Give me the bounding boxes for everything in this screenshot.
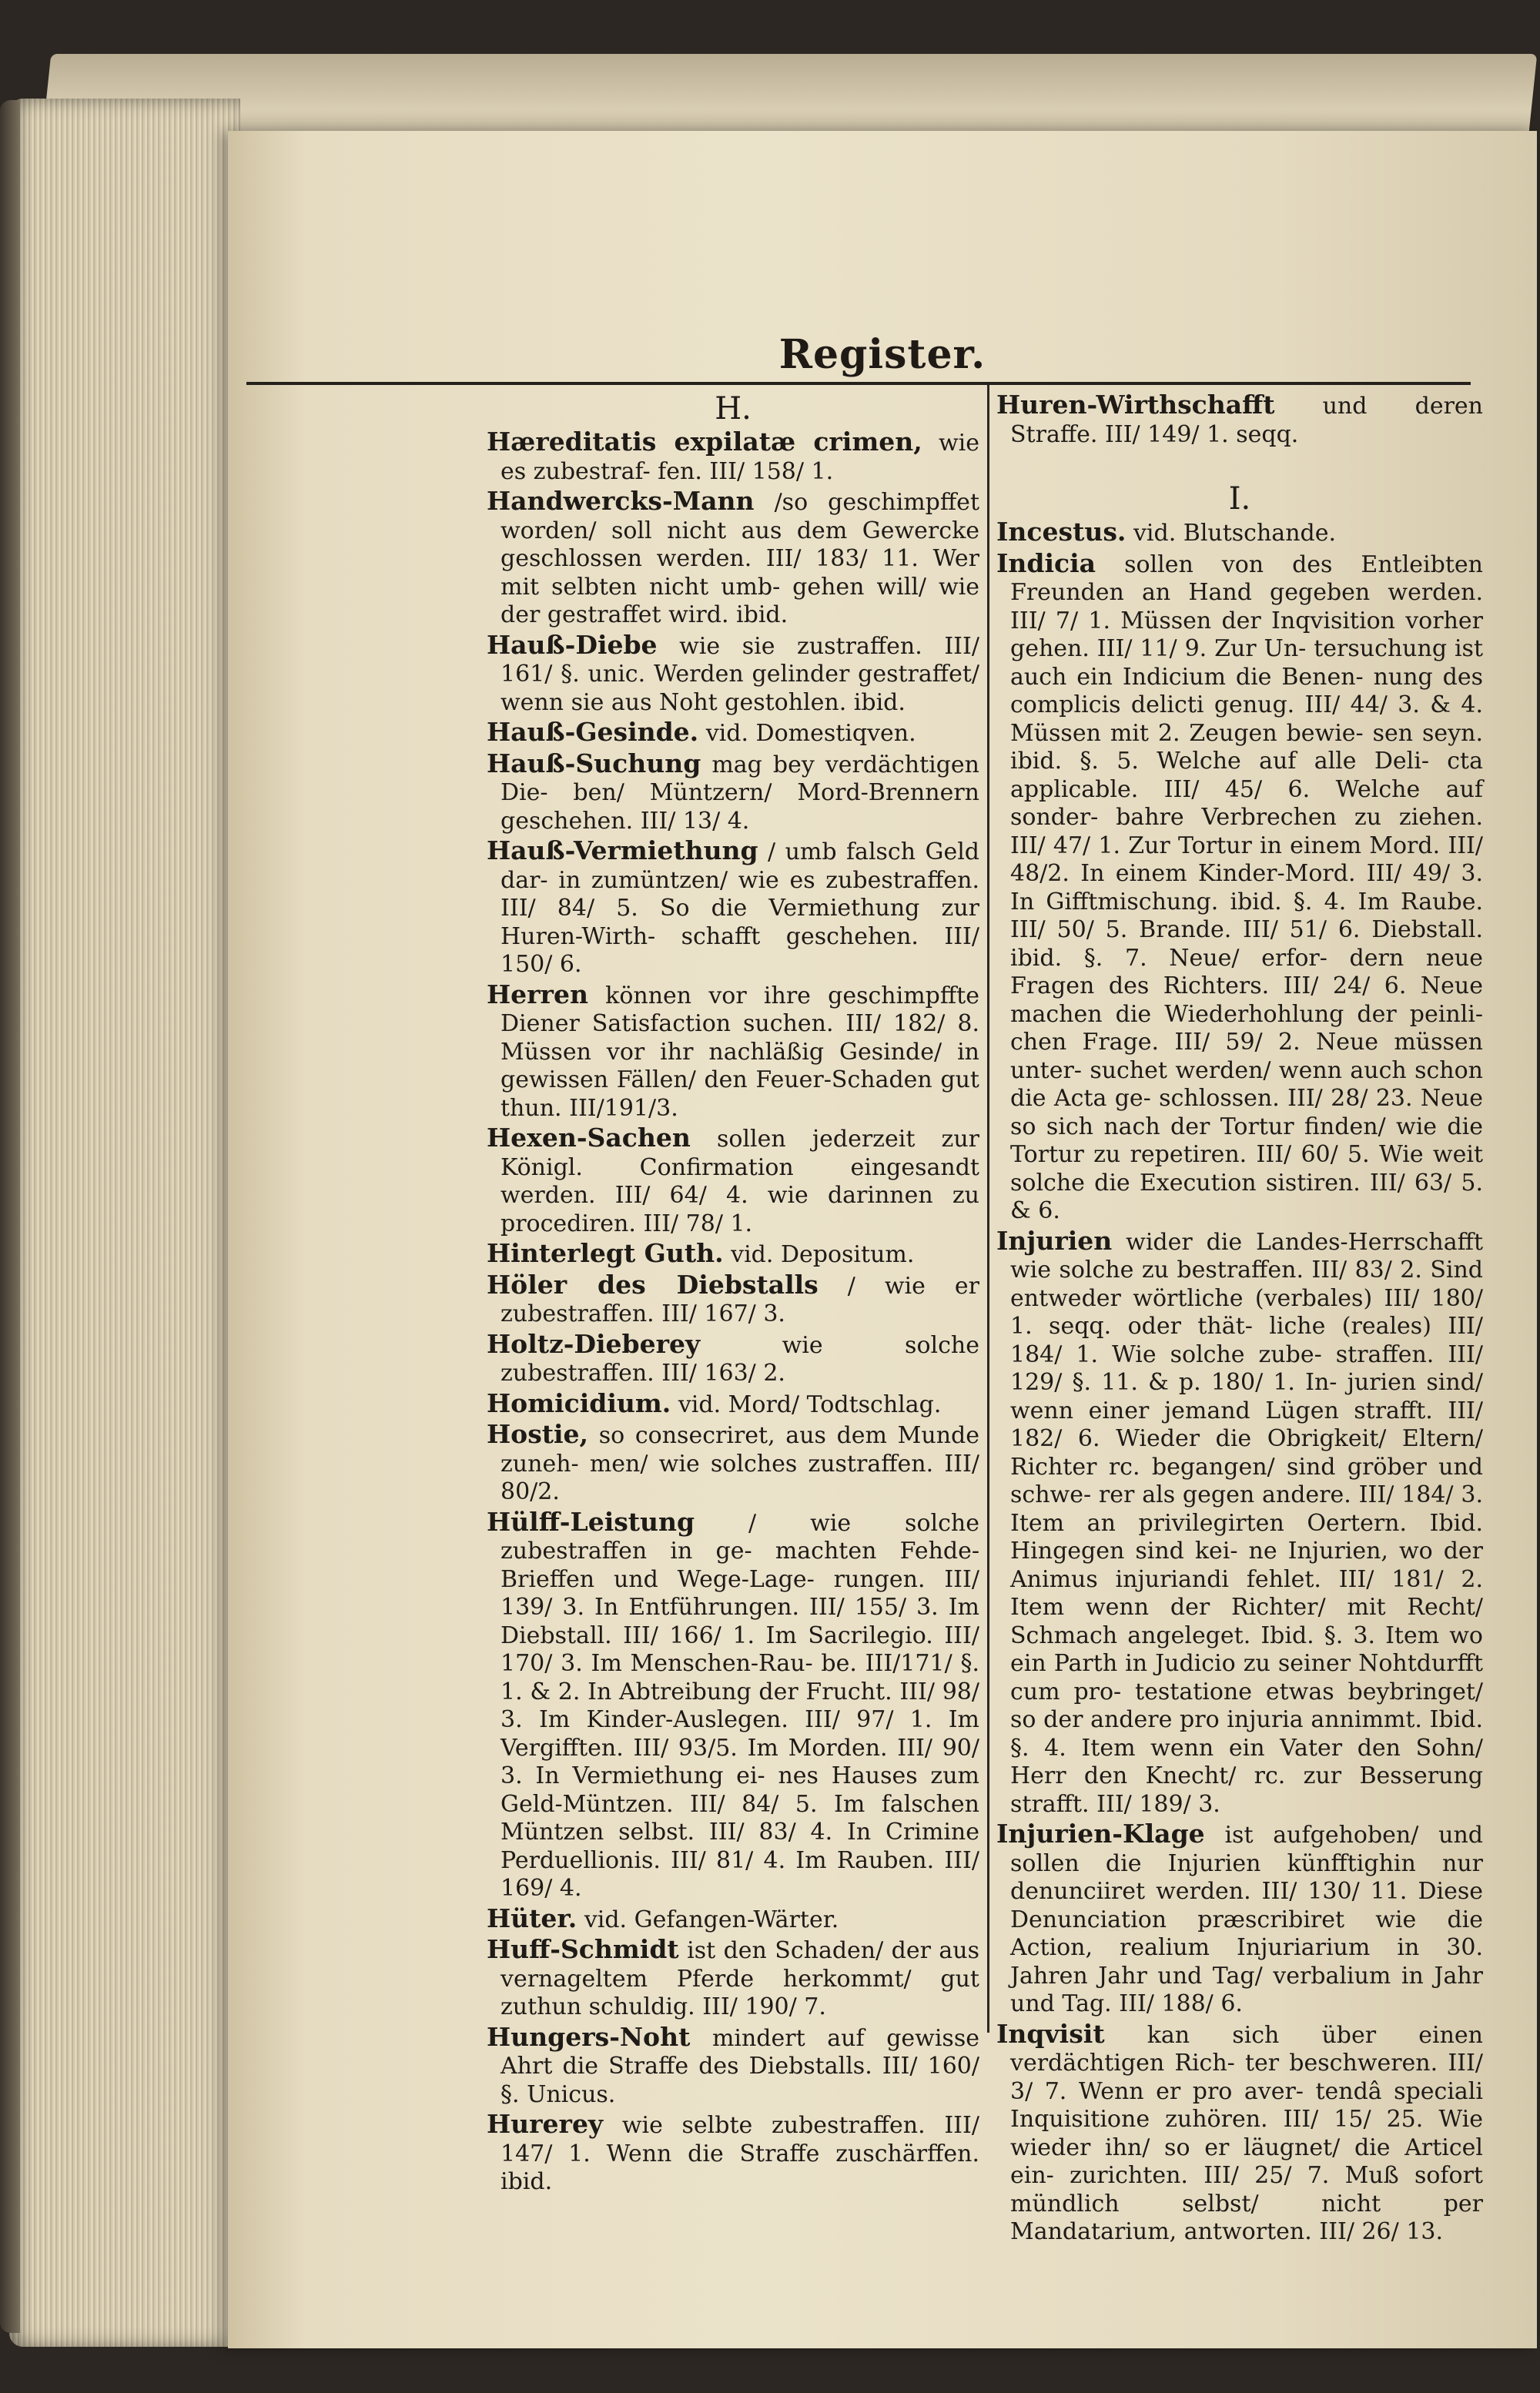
entry-text: und deren Straffe. III/ 149/ 1. seqq.: [1010, 393, 1483, 448]
register-entry: [487, 1421, 979, 1507]
register-entry: [487, 1271, 979, 1329]
entry-headword: Hüter.: [487, 1903, 578, 1933]
entry-text: können vor ihre geschimpffte Diener Satisfaction suchen. III/ 182/ 8. Müssen vor ihr nachläßig Gesinde/ in gewissen Fällen/ den Feuer-Schaden gut thun. III/191/3.: [500, 982, 979, 1122]
entry-headword: Incestus.: [996, 517, 1127, 547]
entry-headword: Inqvisit: [996, 2018, 1105, 2049]
register-entry: [487, 718, 979, 748]
entry-text: / wie er zubestraffen. III/ 167/ 3.: [500, 1272, 979, 1327]
register-entry: [996, 1227, 1483, 1819]
right-column: [996, 391, 1483, 2248]
section-letter-h: H.: [715, 391, 752, 427]
entry-headword: Hexen-Sachen: [487, 1123, 691, 1153]
entry-text: wie sie zustraffen. III/ 161/ §. unic. Werden gelinder gestraffet/ wenn sie aus Noht gestohlen. ibid.: [500, 632, 979, 716]
register-entry: [487, 428, 979, 486]
entry-text: wider die Landes-Herrschafft wie solche zu bestraffen. III/ 83/ 2. Sind entweder wörtliche (verbales) III/ 180/ 1. seqq. oder thät- liche (reales) III/ 184/ 1. Wie solche zube- straffen. III/ 129/ §. 11. & p. 180/ 1. In- jurien sind/ wenn einer jemand Lügen strafft. III/ 182/ 6. Wieder die Obrigkeit/ Eltern/ Richter rc. begangen/ sind gröber und schwe- rer als gegen andere. III/ 184/ 3. Item an privilegirten Oertern. Ibid. Hingegen sind kei- ne Injurien, wo der Animus injuriandi fehlet. III/ 181/ 2. Item wenn der Richter/ mit Recht/ Schmach angeleget. Ibid. §. 3. Item wo ein Parth in Judicio zu seiner Nohtdurfft cum pro- testatione etwas beybringet/ so der andere pro injuria annimmt. Ibid. §. 4. Item wenn ein Vater den Sohn/ Herr den Knecht/ rc. zur Besserung strafft. III/ 189/ 3.: [1010, 1228, 1483, 1818]
entry-headword: Hauß-Suchung: [487, 748, 701, 778]
register-entry: [996, 391, 1483, 449]
right-entry-list: [996, 518, 1483, 2247]
entry-text: / umb falsch Geld dar- in zumüntzen/ wie es zubestraffen. III/ 84/ 5. So die Vermiethung zur Huren-Wirth- schafft geschehen. III/ 150/ 6.: [500, 838, 979, 978]
register-entry: [487, 1508, 979, 1903]
register-entry: [487, 1936, 979, 2022]
register-entry: [487, 1905, 979, 1935]
register-entry: [487, 837, 979, 979]
entry-text: wie selbte zubestraffen. III/ 147/ 1. Wenn die Straffe zuschärffen. ibid.: [500, 2112, 979, 2195]
entry-headword: Holtz-Dieberey: [487, 1328, 701, 1359]
entry-text: vid. Gefangen-Wärter.: [584, 1906, 839, 1933]
entry-headword: Huren-Wirthschafft: [996, 390, 1275, 420]
running-head: Register.: [778, 331, 986, 378]
entry-headword: Hungers-Noht: [487, 2021, 691, 2052]
entry-headword: Injurien: [996, 1225, 1113, 1256]
book-cover-edge: [0, 100, 20, 2333]
register-entry: [487, 1124, 979, 1238]
entry-text: vid. Depositum.: [731, 1241, 915, 1268]
left-entry-list: [487, 428, 979, 2197]
entry-text: mindert auf gewisse Ahrt die Straffe des Diebstalls. III/ 160/ §. Unicus.: [500, 2024, 979, 2108]
entry-text: sollen jederzeit zur Königl. Confirmation eingesandt werden. III/ 64/ 4. wie darinnen zu procediren. III/ 78/ 1.: [500, 1126, 979, 1237]
register-entry: [996, 547, 1483, 1226]
entry-headword: Huff-Schmidt: [487, 1934, 679, 1964]
register-entry: [487, 1330, 979, 1388]
entry-text: kan sich über einen verdächtigen Rich- ter beschweren. III/ 3/ 7. Wenn er pro aver- tendâ speciali Inquisitione zuhören. III/ 15/ 25. Wie wieder ihn/ so er läugnet/ die Articel ein- zurichten. III/ 25/ 7. Muß sofort mündlich selbst/ nicht per Mandatarium, antworten. III/ 26/ 13.: [1010, 2021, 1483, 2245]
entry-text: mag bey verdächtigen Die- ben/ Müntzern/ Mord-Brennern geschehen. III/ 13/ 4.: [500, 751, 979, 835]
register-entry: [487, 631, 979, 718]
entry-text: vid. Mord/ Todtschlag.: [678, 1391, 942, 1418]
register-entry: [487, 1387, 979, 1420]
register-entry: [487, 981, 979, 1123]
entry-headword: Höler des Diebstalls: [487, 1269, 819, 1300]
entry-headword: Hæreditatis expilatæ crimen,: [487, 427, 922, 457]
section-gap: [996, 450, 1483, 481]
register-entry: [487, 2023, 979, 2110]
section-letter-i: I.: [1228, 481, 1251, 517]
entry-text: vid. Domestiqven.: [705, 720, 916, 747]
entry-headword: Injurien-Klage: [996, 1819, 1205, 1849]
register-entry: [487, 1240, 979, 1270]
right-top-entry-list: [996, 391, 1483, 449]
entry-text: ist den Schaden/ der aus vernageltem Pferde herkommt/ gut zuthun schuldig. III/ 190/ 7.: [500, 1937, 979, 2020]
header-rule: [246, 382, 1471, 385]
entry-headword: Hostie,: [487, 1419, 589, 1449]
register-entry: [487, 487, 979, 630]
entry-headword: Hauß-Diebe: [487, 629, 658, 660]
entry-headword: Hurerey: [487, 2109, 604, 2139]
page-stack: [9, 99, 240, 2347]
entry-headword: Hinterlegt Guth.: [487, 1238, 724, 1268]
register-entry: [996, 518, 1483, 548]
entry-headword: Hülff-Leistung: [487, 1506, 695, 1537]
register-entry: [996, 2020, 1483, 2247]
entry-text: ist aufgehoben/ und sollen die Injurien künfftighin nur denunciiret werden. III/ 130/ 11. Diese Denunciation præscribiret wie die Action, realium Injuriarium in 30. Jahren Jahr und Tag/ verbalium in Jahr und Tag. III/ 188/ 6.: [1010, 1822, 1483, 2017]
entry-headword: Indicia: [996, 547, 1096, 578]
register-entry: [487, 750, 979, 836]
entry-headword: Herren: [487, 979, 588, 1009]
entry-headword: Homicidium.: [487, 1387, 671, 1418]
entry-text: / wie solche zubestraffen in ge- machten Fehde-Brieffen und Wege-Lage- rungen. III/ 139/ 3. In Entführungen. III/ 155/ 3. Im Diebstall. III/ 166/ 1. Im Sacrilegio. III/ 170/ 3. Im Menschen-Rau- be. III/171/ §. 1. & 2. In Abtreibung der Frucht. III/ 98/ 3. Im Kinder-Auslegen. III/ 97/ 1. Im Vergifften. III/ 93/5. Im Morden. III/ 90/ 3. In Vermiethung ei- nes Hauses zum Geld-Müntzen. III/ 84/ 5. Im falschen Müntzen selbst. III/ 83/ 4. In Crimine Perduellionis. III/ 81/ 4. Im Rauben. III/ 169/ 4.: [500, 1509, 979, 1902]
entry-text: sollen von des Entleibten Freunden an Hand gegeben werden. III/ 7/ 1. Müssen der Inqvisition vorher gehen. III/ 11/ 9. Zur Un- tersuchung ist auch ein Indicium die Benen- nung des complicis delicti genug. III/ 44/ 3. & 4. Müssen mit 2. Zeugen bewie- sen seyn. ibid. §. 5. Welche auf alle Deli- cta applicable. III/ 45/ 6. Welche auf sonder- bahre Verbrechen zu ziehen. III/ 47/ 1. Zur Tortur in einem Mord. III/ 48/2. In einem Kinder-Mord. III/ 49/ 3. In Gifftmischung. ibid. §. 4. Im Raube. III/ 50/ 5. Brande. III/ 51/ 6. Diebstall. ibid. §. 7. Neue/ erfor- dern neue Fragen des Richters. III/ 24/ 6. Neue machen die Wiederhohlung der peinli- chen Frage. III/ 59/ 2. Neue müssen unter- suchet werden/ wenn auch schon die Acta ge- schlossen. III/ 28/ 23. Neue so sich nach der Tortur finden/ wie die Tortur zu repetiren. III/ 60/ 5. Wie weit solche die Execution sistiren. III/ 63/ 5. & 6.: [1010, 551, 1483, 1224]
entry-text: vid. Blutschande.: [1133, 520, 1337, 547]
entry-text: wie es zubestraf- fen. III/ 158/ 1.: [500, 430, 979, 485]
register-entry: [487, 2110, 979, 2197]
column-divider: [987, 385, 989, 2033]
entry-text: so consecriret, aus dem Munde zuneh- men/ wie solches zustraffen. III/ 80/2.: [500, 1422, 979, 1505]
entry-text: /so geschimpffet worden/ soll nicht aus dem Gewercke geschlossen werden. III/ 183/ 11. Wer mit selbten nicht umb- gehen will/ wie der gestraffet wird. ibid.: [500, 489, 979, 628]
left-column: [487, 391, 979, 2198]
entry-headword: Hauß-Gesinde.: [487, 717, 699, 747]
entry-text: wie solche zubestraffen. III/ 163/ 2.: [500, 1331, 979, 1387]
entry-headword: Hauß-Vermiethung: [487, 835, 758, 865]
register-entry: [996, 1820, 1483, 2019]
entry-headword: Handwercks-Mann: [487, 486, 755, 516]
